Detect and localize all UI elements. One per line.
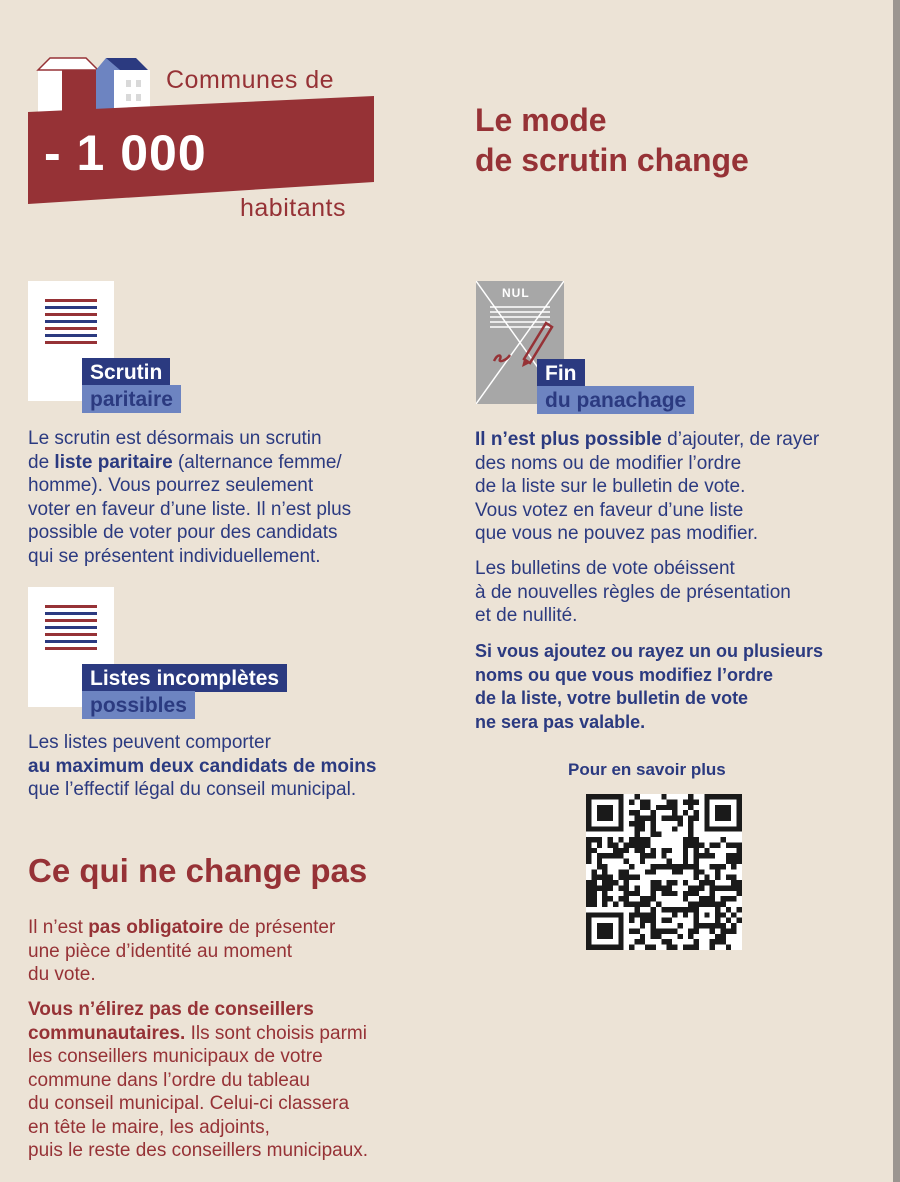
scrutin-paritaire-label-2: paritaire <box>82 385 181 413</box>
text-line: de la liste, votre bulletin de vote <box>475 688 749 708</box>
text-line: que l’effectif légal du conseil municipal. <box>28 779 357 800</box>
text-line: possible de voter pour des candidats <box>28 522 338 543</box>
title-line: Le mode <box>475 102 607 138</box>
text-line: noms ou que vous modifiez l’ordre <box>475 664 774 685</box>
communes-de-label: Communes de <box>166 66 335 94</box>
text-line: Il n’est plus possible d’ajouter, de rayer <box>475 429 820 450</box>
scrutin-paritaire-text <box>28 427 351 568</box>
listes-incompletes-label-2: possibles <box>82 691 195 719</box>
listes-incompletes-label: Listes incomplètes <box>82 664 287 692</box>
pour-en-savoir-plus: Pour en savoir plus <box>568 760 726 779</box>
text-line: une pièce d’identité au moment <box>28 940 293 962</box>
listes-incompletes-text <box>28 731 376 802</box>
text-line: des noms ou de modifier l’ordre <box>475 452 742 474</box>
text-line: puis le reste des conseillers municipaux. <box>28 1140 369 1161</box>
fin-panachage-label-2: du panachage <box>537 386 694 414</box>
text-line: à de nouvelles règles de présentation <box>475 581 791 603</box>
warning-text <box>475 640 823 734</box>
qr-code[interactable] <box>586 794 742 950</box>
text-line: Le scrutin est désormais un scrutin <box>28 428 322 449</box>
section-heading: Ce qui ne change pas <box>28 852 368 889</box>
text-line: voter en faveur d’une liste. Il n’est plus <box>28 498 352 520</box>
fin-panachage-label: Fin <box>537 359 585 387</box>
text-line: ne sera pas valable. <box>475 711 646 732</box>
text-line: du vote. <box>28 964 96 985</box>
text-line: Vous votez en faveur d’une liste <box>475 499 744 521</box>
conseillers-text <box>28 998 368 1163</box>
text-line: de liste paritaire (alternance femme/ <box>28 451 342 473</box>
text-line: et de nullité. <box>475 605 578 626</box>
panachage-text <box>475 428 819 546</box>
text-line: Les listes peuvent comporter <box>28 732 271 753</box>
text-line: que vous ne pouvez pas modifier. <box>475 523 759 544</box>
bulletins-text <box>475 557 791 628</box>
text-line: de la liste sur le bulletin de vote. <box>475 476 746 497</box>
text-line: en tête le maire, les adjoints, <box>28 1116 270 1138</box>
identity-text <box>28 916 335 987</box>
habitants-label: habitants <box>240 194 346 222</box>
text-line: Si vous ajoutez ou rayez un ou plusieurs <box>475 641 824 661</box>
big-number: - 1 000 <box>44 125 207 181</box>
text-line: homme). Vous pourrez seulement <box>28 475 314 496</box>
main-title <box>475 100 749 180</box>
title-line: de scrutin change <box>475 142 749 178</box>
page-edge <box>893 0 900 1182</box>
text-line: Il n’est pas obligatoire de présenter <box>28 917 336 938</box>
text-line: commune dans l’ordre du tableau <box>28 1069 311 1091</box>
nul-label: NUL <box>502 286 530 300</box>
text-line: communautaires. Ils sont choisis parmi <box>28 1022 367 1044</box>
text-line: du conseil municipal. Celui-ci classera <box>28 1093 350 1114</box>
text-line: au maximum deux candidats de moins <box>28 755 377 777</box>
text-line: Les bulletins de vote obéissent <box>475 558 735 579</box>
text-line: les conseillers municipaux de votre <box>28 1046 323 1067</box>
text-line: qui se présentent individuellement. <box>28 545 321 567</box>
text-line: Vous n’élirez pas de conseillers <box>28 999 314 1020</box>
scrutin-paritaire-label: Scrutin <box>82 358 170 386</box>
